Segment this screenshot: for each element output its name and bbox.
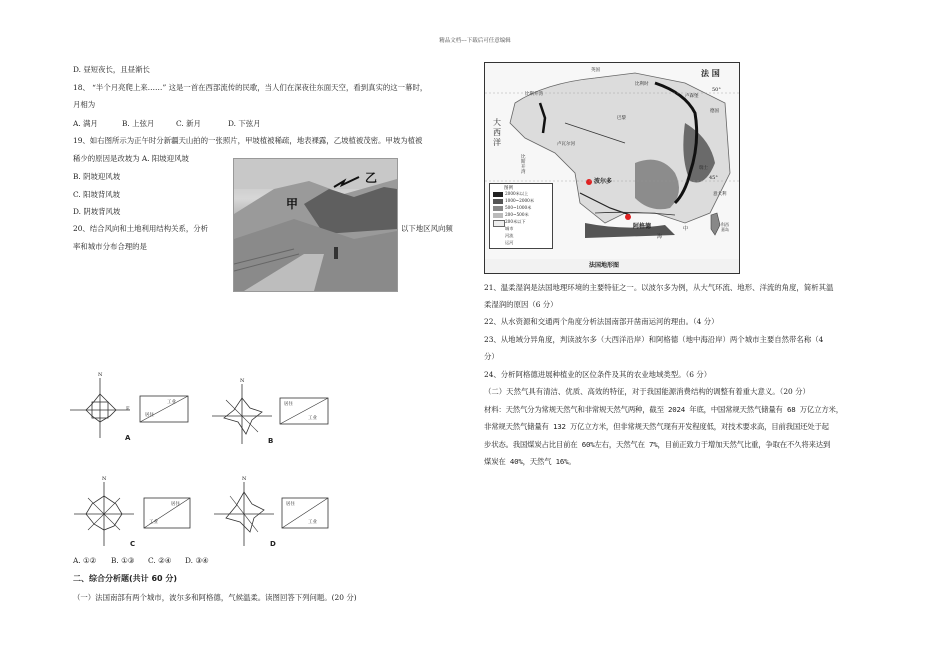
wind-rose-b — [212, 378, 332, 458]
part2-title: （二）天然气具有清洁、优质、高效的特征，对于我国能源消费结构的调整有着重大意义。（20 分） — [484, 387, 810, 396]
map-place-biscay: 比斯开湾 — [521, 155, 526, 175]
material-line-3: 步状态。我国煤炭占比目前在 60%左右，天然气在 7%，目前正致力于增加天然气比重，争取在不久将来达到 — [484, 440, 831, 449]
q23-line2: 分） — [484, 352, 499, 361]
q19-option-d: D. 阴坡背风坡 — [73, 207, 121, 216]
map-place-paris: 巴黎 — [617, 116, 626, 121]
q19-option-c: C. 阳坡背风坡 — [73, 190, 121, 199]
map-title: 法 国 — [701, 69, 720, 78]
photo-label-jia: 甲 — [286, 197, 299, 211]
map-lat-50: 50° — [712, 87, 721, 93]
q19-line1: 19、如右图所示为正午时分新疆天山拍的一张照片，甲坡植被稀疏，地表裸露，乙坡植被茂密。甲坡为植被 — [73, 136, 423, 145]
ocean-char-2: 西 — [493, 128, 501, 137]
legend-item-5: 200米以下 — [505, 219, 526, 224]
legend-item-1: 2000米以上 — [505, 191, 529, 196]
map-place-english-channel: 比斯开湾 — [525, 92, 543, 97]
map-place-corsica: 科西嘉岛 — [721, 222, 729, 232]
map-caption: 法国地形图 — [589, 262, 620, 269]
legend-extra-canal: 运河 — [505, 240, 514, 245]
q19-line2: 稀少的原因是改坡为 A. 阳坡迎风坡 — [73, 154, 189, 163]
q23-line1: 23、从地域分异角度，判读波尔多（大西洋沿岸）和阿格德（地中海沿岸）两个城市主要自然带名称（4 — [484, 335, 824, 344]
map-place-switzerland: 瑞士 — [699, 166, 708, 171]
map-place-mediterranean-1: 中 — [683, 226, 689, 232]
q20-line1b: 以下地区风向频 — [401, 224, 453, 233]
rose-b-legend-2: 工业 — [308, 416, 317, 421]
map-place-belgium: 比利时 — [635, 82, 649, 87]
rose-b-legend-1: 居住 — [284, 402, 293, 407]
rose-b-n: N — [240, 378, 245, 384]
q18-option-b: B. 上弦月 — [122, 119, 155, 128]
q18-option-c: C. 新月 — [176, 119, 201, 128]
legend-item-3: 500~1000米 — [505, 205, 532, 210]
map-place-loire: 卢瓦尔河 — [557, 142, 575, 147]
legend-title: 图例 — [504, 186, 513, 191]
rose-a-legend-1: 工业 — [167, 400, 176, 405]
q18-option-d: D. 下弦月 — [228, 119, 261, 128]
section2-intro: （一）法国南部有两个城市，波尔多和阿格德，气候温柔。读图回答下列问题。(20 分) — [73, 593, 357, 602]
page-header: 精品文档---下载后可任意编辑 — [439, 38, 511, 44]
rose-d-legend-2: 工业 — [308, 520, 317, 525]
map-place-mediterranean-2: 海 — [657, 234, 663, 240]
map-place-uk: 英国 — [591, 68, 600, 73]
map-place-italy: 意大利 — [713, 192, 727, 197]
q20-option-d: D. ③④ — [185, 556, 209, 565]
photo-label-yi: 乙 — [365, 171, 378, 185]
q22: 22、从水资源和交通两个角度分析法国南部开凿南运河的理由。（4 分） — [484, 317, 719, 326]
rose-c-legend-2: 工业 — [149, 520, 158, 525]
legend-item-2: 1000~2000米 — [505, 198, 535, 203]
rose-c-n: N — [102, 476, 107, 482]
rose-c-letter: C — [130, 540, 136, 548]
q20-option-b: B. ①③ — [111, 556, 135, 565]
rose-a-letter: A — [125, 434, 131, 442]
rose-a-e: E — [126, 406, 130, 412]
q20-line2: 率和城市分布合理的是 — [73, 242, 147, 251]
rose-d-n: N — [242, 476, 247, 482]
q21-line2: 柔湿润的原因（6 分） — [484, 300, 558, 309]
legend-extra-river: 河流 — [505, 233, 514, 238]
q19-option-b: B. 阴坡迎风坡 — [73, 172, 121, 181]
material-line-1: 材料：天然气分为常规天然气和非常规天然气两种，截至 2024 年底，中国常规天然气储量有 68 万亿立方米， — [484, 405, 843, 414]
rose-d-legend-1: 居住 — [286, 502, 295, 507]
q20-line1a: 20、结合风向和土地利用结构关系，分析 — [73, 224, 209, 233]
ocean-char-1: 大 — [493, 118, 501, 127]
material-line-2: 非常规天然气储量有 132 万亿立方米，但非常规天然气现有开发程度低，对技术要求高，目前我国还处于起 — [484, 422, 829, 431]
legend-item-4: 200~500米 — [505, 212, 529, 217]
legend-extra-city: 城市 — [505, 226, 514, 231]
map-place-germany: 德国 — [710, 109, 719, 114]
france-map — [484, 62, 740, 274]
map-place-luxembourg: 卢森堡 — [685, 94, 699, 99]
wind-rose-d — [214, 478, 334, 562]
map-legend — [489, 183, 553, 249]
section2-title: 二、综合分析题(共计 60 分) — [73, 574, 178, 583]
q17-option-d: D. 昼短夜长，且昼渐长 — [73, 65, 150, 74]
rose-a-n: N — [98, 372, 103, 378]
q20-option-c: C. ②④ — [148, 556, 172, 565]
rose-c-legend-1: 居住 — [171, 502, 180, 507]
wind-rose-a — [70, 372, 190, 452]
q18-line1: 18、 “半个月亮爬上来……” 这是一首在西部流传的民歌，当人们在深夜往东面天空，看到真实的这一幕时， — [73, 83, 428, 92]
q18-line2: 月相为 — [73, 100, 96, 109]
city-bordeaux: 波尔多 — [594, 178, 613, 185]
wind-rose-c — [74, 478, 194, 562]
q20-option-a: A. ①② — [73, 556, 97, 565]
map-lat-45: 45° — [709, 175, 718, 181]
q21-line1: 21、温柔湿润是法国地理环境的主要特征之一。以波尔多为例，从大气环流、地形、洋流的角度，简析其温 — [484, 283, 834, 292]
ocean-char-3: 洋 — [493, 138, 501, 147]
map-ocean-label — [492, 118, 502, 148]
tianshan-photo — [233, 158, 398, 292]
q18-option-a: A. 满月 — [73, 119, 98, 128]
rose-d-letter: D — [270, 540, 276, 548]
rose-b-letter: B — [268, 437, 274, 445]
wind-rose-c-drawing — [74, 478, 194, 562]
q24: 24、分析阿格德进展种植业的区位条件及其的农业地域类型。（6 分） — [484, 370, 712, 379]
material-line-4: 煤炭在 40%，天然气 16%。 — [484, 457, 576, 466]
city-agde: 阿格德 — [633, 223, 652, 230]
rose-a-legend-2: 居住 — [145, 413, 154, 418]
